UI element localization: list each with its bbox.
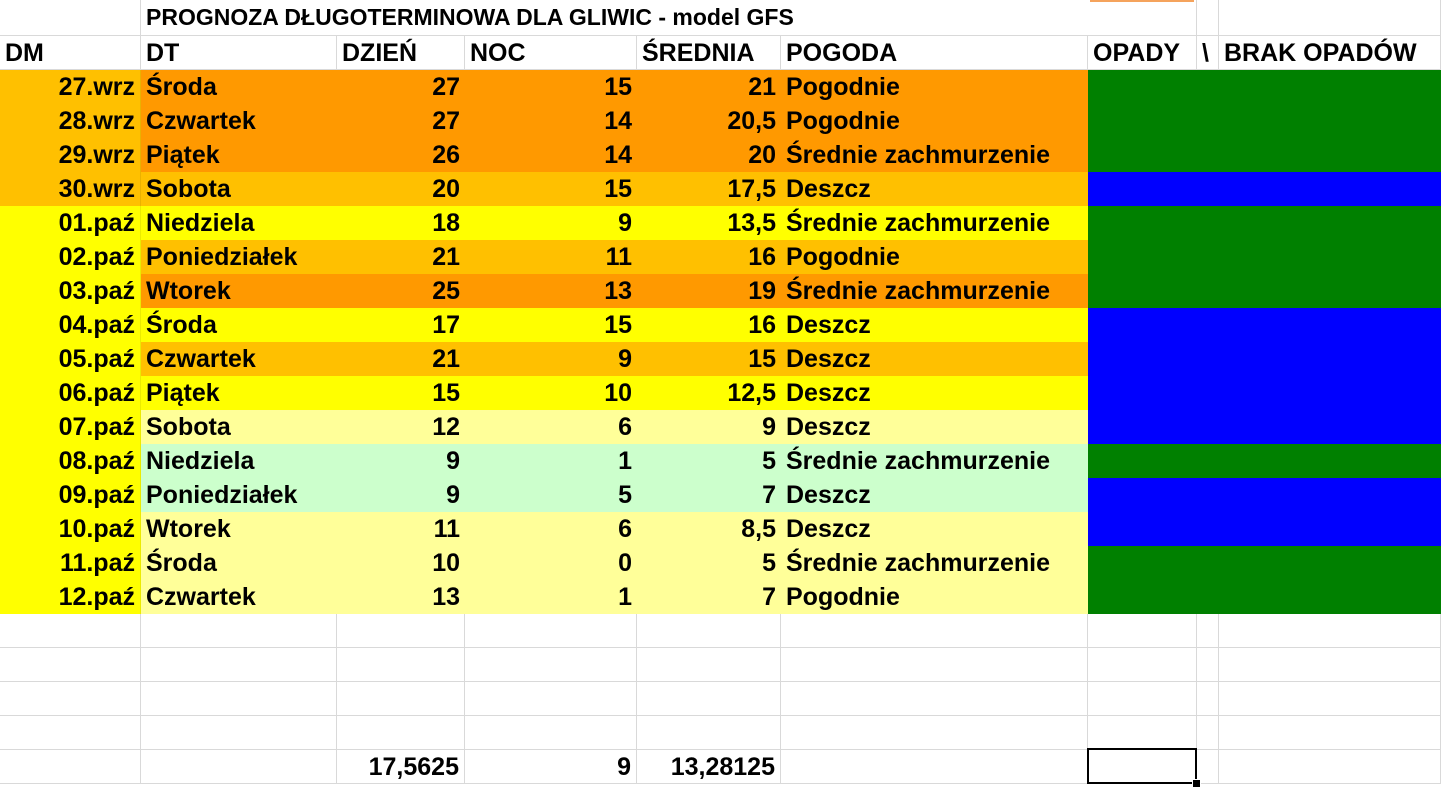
cell-dzien[interactable]: 9	[337, 478, 465, 512]
header-noc[interactable]: NOC	[465, 36, 637, 70]
cell[interactable]	[141, 750, 337, 784]
selected-cell-outline[interactable]	[1087, 748, 1197, 784]
cell-dm[interactable]: 30.wrz	[0, 172, 141, 206]
summary-dzien[interactable]: 17,5625	[337, 750, 465, 784]
precipitation-indicator[interactable]	[1088, 478, 1441, 512]
cell-dm[interactable]: 07.paź	[0, 410, 141, 444]
precipitation-indicator[interactable]	[1088, 512, 1441, 546]
cell-srednia[interactable]: 15	[637, 342, 781, 376]
cell-srednia[interactable]: 20	[637, 138, 781, 172]
cell-pogoda[interactable]: Deszcz	[781, 172, 1088, 206]
cell[interactable]	[781, 648, 1088, 682]
header-pogoda[interactable]: POGODA	[781, 36, 1088, 70]
cell-dt[interactable]: Wtorek	[141, 274, 337, 308]
cell[interactable]	[0, 750, 141, 784]
cell-noc[interactable]: 1	[465, 444, 637, 478]
header-dt[interactable]: DT	[141, 36, 337, 70]
cell-pogoda[interactable]: Deszcz	[781, 308, 1088, 342]
cell-dzien[interactable]: 13	[337, 580, 465, 614]
precipitation-indicator[interactable]	[1088, 546, 1441, 580]
precipitation-indicator[interactable]	[1088, 580, 1441, 614]
cell[interactable]	[1088, 648, 1197, 682]
table-row	[0, 104, 1441, 138]
cell[interactable]	[781, 716, 1088, 750]
cell-dt[interactable]: Czwartek	[141, 104, 337, 138]
cell[interactable]	[1088, 614, 1197, 648]
cell[interactable]	[0, 0, 141, 36]
cell[interactable]	[141, 682, 337, 716]
cell[interactable]	[0, 716, 141, 750]
precipitation-indicator[interactable]	[1088, 70, 1441, 104]
cell[interactable]	[1197, 648, 1219, 682]
cell-dm[interactable]: 12.paź	[0, 580, 141, 614]
header-dzien[interactable]: DZIEŃ	[337, 36, 465, 70]
precipitation-indicator[interactable]	[1088, 444, 1441, 478]
table-row	[0, 70, 1441, 104]
cell[interactable]	[1197, 614, 1219, 648]
cell[interactable]	[465, 648, 637, 682]
cell[interactable]	[1197, 716, 1219, 750]
empty-row	[0, 648, 1441, 682]
cell[interactable]	[0, 648, 141, 682]
cell-dt[interactable]: Środa	[141, 70, 337, 104]
cell-pogoda[interactable]: Pogodnie	[781, 70, 1088, 104]
precipitation-indicator[interactable]	[1088, 342, 1441, 376]
cell-dt[interactable]: Poniedziałek	[141, 240, 337, 274]
table-row	[0, 240, 1441, 274]
cell[interactable]	[637, 648, 781, 682]
cell-dt[interactable]: Sobota	[141, 410, 337, 444]
cell-dt[interactable]: Środa	[141, 308, 337, 342]
precipitation-indicator[interactable]	[1088, 172, 1441, 206]
table-row	[0, 172, 1441, 206]
cell-dt[interactable]: Piątek	[141, 376, 337, 410]
header-brak-opadow[interactable]: BRAK OPADÓW	[1219, 36, 1441, 70]
cell-noc[interactable]: 10	[465, 376, 637, 410]
cell[interactable]	[1197, 682, 1219, 716]
cell-dzien[interactable]: 27	[337, 104, 465, 138]
table-row	[0, 410, 1441, 444]
cell-dzien[interactable]: 20	[337, 172, 465, 206]
cell-dm[interactable]: 10.paź	[0, 512, 141, 546]
table-row	[0, 342, 1441, 376]
cell-dm[interactable]: 06.paź	[0, 376, 141, 410]
precipitation-indicator[interactable]	[1088, 410, 1441, 444]
header-separator[interactable]: \	[1197, 36, 1219, 70]
cell-srednia[interactable]: 5	[637, 546, 781, 580]
cell[interactable]	[141, 614, 337, 648]
table-row	[0, 274, 1441, 308]
cell[interactable]	[1219, 614, 1441, 648]
table-row	[0, 308, 1441, 342]
cell-noc[interactable]: 15	[465, 308, 637, 342]
empty-row	[0, 614, 1441, 648]
cell-pogoda[interactable]: Deszcz	[781, 512, 1088, 546]
cell-srednia[interactable]: 16	[637, 308, 781, 342]
header-dm[interactable]: DM	[0, 36, 141, 70]
cell-pogoda[interactable]: Pogodnie	[781, 104, 1088, 138]
empty-row	[0, 682, 1441, 716]
cell-noc[interactable]: 6	[465, 512, 637, 546]
cell-pogoda[interactable]: Deszcz	[781, 376, 1088, 410]
summary-srednia[interactable]: 13,28125	[637, 750, 781, 784]
cell-pogoda[interactable]: Deszcz	[781, 342, 1088, 376]
cell-dzien[interactable]: 11	[337, 512, 465, 546]
cell[interactable]	[1219, 750, 1441, 784]
cell-pogoda[interactable]: Deszcz	[781, 478, 1088, 512]
precipitation-indicator[interactable]	[1088, 104, 1441, 138]
cell[interactable]	[781, 614, 1088, 648]
precipitation-indicator[interactable]	[1088, 308, 1441, 342]
precipitation-indicator[interactable]	[1088, 240, 1441, 274]
cell-noc[interactable]: 1	[465, 580, 637, 614]
cell-pogoda[interactable]: Średnie zachmurzenie	[781, 274, 1088, 308]
cell[interactable]	[637, 682, 781, 716]
cell-dt[interactable]: Wtorek	[141, 512, 337, 546]
cell[interactable]	[337, 682, 465, 716]
cell[interactable]	[337, 648, 465, 682]
precipitation-indicator[interactable]	[1088, 206, 1441, 240]
empty-row	[0, 716, 1441, 750]
cell[interactable]	[465, 614, 637, 648]
cell-srednia[interactable]: 8,5	[637, 512, 781, 546]
cell[interactable]	[141, 716, 337, 750]
precipitation-indicator[interactable]	[1088, 376, 1441, 410]
cell[interactable]	[1088, 0, 1197, 36]
header-opady[interactable]: OPADY	[1088, 36, 1197, 70]
cell-dzien[interactable]: 26	[337, 138, 465, 172]
cell-srednia[interactable]: 5	[637, 444, 781, 478]
cell-pogoda[interactable]: Pogodnie	[781, 240, 1088, 274]
cell-srednia[interactable]: 19	[637, 274, 781, 308]
cell[interactable]	[1088, 716, 1197, 750]
header-srednia[interactable]: ŚREDNIA	[637, 36, 781, 70]
cell-dzien[interactable]: 27	[337, 70, 465, 104]
cell[interactable]	[0, 682, 141, 716]
cell-noc[interactable]: 13	[465, 274, 637, 308]
cell-dzien[interactable]: 18	[337, 206, 465, 240]
cell-dt[interactable]: Niedziela	[141, 206, 337, 240]
cell[interactable]	[465, 716, 637, 750]
cell-dm[interactable]: 29.wrz	[0, 138, 141, 172]
cell-pogoda[interactable]: Średnie zachmurzenie	[781, 444, 1088, 478]
cell-noc[interactable]: 14	[465, 104, 637, 138]
table-row	[0, 580, 1441, 614]
sheet-title: PROGNOZA DŁUGOTERMINOWA DLA GLIWIC - model GFS	[146, 4, 794, 30]
cell[interactable]	[1219, 716, 1441, 750]
cell-noc[interactable]: 5	[465, 478, 637, 512]
table-row	[0, 512, 1441, 546]
cell-srednia[interactable]: 13,5	[637, 206, 781, 240]
cell-noc[interactable]: 15	[465, 70, 637, 104]
cell-dm[interactable]: 01.paź	[0, 206, 141, 240]
cell-noc[interactable]: 6	[465, 410, 637, 444]
precipitation-indicator[interactable]	[1088, 138, 1441, 172]
cell-dm[interactable]: 05.paź	[0, 342, 141, 376]
cell-srednia[interactable]: 9	[637, 410, 781, 444]
cell-dt[interactable]: Poniedziałek	[141, 478, 337, 512]
fill-handle[interactable]	[1192, 779, 1201, 788]
cell-pogoda[interactable]: Deszcz	[781, 410, 1088, 444]
cell-noc[interactable]: 11	[465, 240, 637, 274]
cell[interactable]	[1219, 0, 1441, 36]
summary-noc[interactable]: 9	[465, 750, 637, 784]
cell-dt[interactable]: Czwartek	[141, 342, 337, 376]
cell-srednia[interactable]: 12,5	[637, 376, 781, 410]
cell-dm[interactable]: 03.paź	[0, 274, 141, 308]
cell[interactable]	[465, 682, 637, 716]
cell-srednia[interactable]: 16	[637, 240, 781, 274]
cell[interactable]	[781, 682, 1088, 716]
cell-srednia[interactable]: 7	[637, 478, 781, 512]
cell[interactable]	[1088, 682, 1197, 716]
cell-dm[interactable]: 28.wrz	[0, 104, 141, 138]
cell-dm[interactable]: 04.paź	[0, 308, 141, 342]
cell-dm[interactable]: 11.paź	[0, 546, 141, 580]
cell-dzien[interactable]: 21	[337, 342, 465, 376]
cell[interactable]	[337, 614, 465, 648]
cell-dm[interactable]: 09.paź	[0, 478, 141, 512]
cell-pogoda[interactable]: Średnie zachmurzenie	[781, 546, 1088, 580]
cell-dzien[interactable]: 9	[337, 444, 465, 478]
cell-srednia[interactable]: 20,5	[637, 104, 781, 138]
cell-noc[interactable]: 0	[465, 546, 637, 580]
table-row	[0, 444, 1441, 478]
cell-srednia[interactable]: 17,5	[637, 172, 781, 206]
cell-pogoda[interactable]: Średnie zachmurzenie	[781, 138, 1088, 172]
cell-dm[interactable]: 02.paź	[0, 240, 141, 274]
cell-pogoda[interactable]: Pogodnie	[781, 580, 1088, 614]
cell-dt[interactable]: Czwartek	[141, 580, 337, 614]
cell[interactable]	[637, 716, 781, 750]
table-row	[0, 546, 1441, 580]
cell-dt[interactable]: Sobota	[141, 172, 337, 206]
cell[interactable]	[0, 614, 141, 648]
cell-srednia[interactable]: 21	[637, 70, 781, 104]
cell-dt[interactable]: Niedziela	[141, 444, 337, 478]
cell-pogoda[interactable]: Średnie zachmurzenie	[781, 206, 1088, 240]
cell-dt[interactable]: Środa	[141, 546, 337, 580]
summary-row	[0, 750, 1441, 784]
cell-noc[interactable]: 15	[465, 172, 637, 206]
cell-noc[interactable]: 9	[465, 342, 637, 376]
cell-dzien[interactable]: 21	[337, 240, 465, 274]
table-row	[0, 376, 1441, 410]
cell-dzien[interactable]: 17	[337, 308, 465, 342]
cell[interactable]	[637, 614, 781, 648]
table-row	[0, 478, 1441, 512]
cell-dm[interactable]: 08.paź	[0, 444, 141, 478]
table-row	[0, 206, 1441, 240]
cell-dzien[interactable]: 12	[337, 410, 465, 444]
table-row	[0, 138, 1441, 172]
precipitation-indicator[interactable]	[1088, 274, 1441, 308]
cell-dzien[interactable]: 15	[337, 376, 465, 410]
cell[interactable]	[1219, 648, 1441, 682]
cell-noc[interactable]: 14	[465, 138, 637, 172]
cell[interactable]	[1219, 682, 1441, 716]
header-row	[0, 36, 1441, 70]
cell[interactable]	[1197, 0, 1219, 36]
cell[interactable]	[337, 716, 465, 750]
cell-dzien[interactable]: 25	[337, 274, 465, 308]
cell-noc[interactable]: 9	[465, 206, 637, 240]
cell-dzien[interactable]: 10	[337, 546, 465, 580]
cell[interactable]	[141, 648, 337, 682]
cell-dt[interactable]: Piątek	[141, 138, 337, 172]
cell[interactable]	[781, 750, 1088, 784]
cell-dm[interactable]: 27.wrz	[0, 70, 141, 104]
active-column-indicator	[1090, 0, 1194, 2]
cell-srednia[interactable]: 7	[637, 580, 781, 614]
title-row	[0, 0, 1441, 36]
